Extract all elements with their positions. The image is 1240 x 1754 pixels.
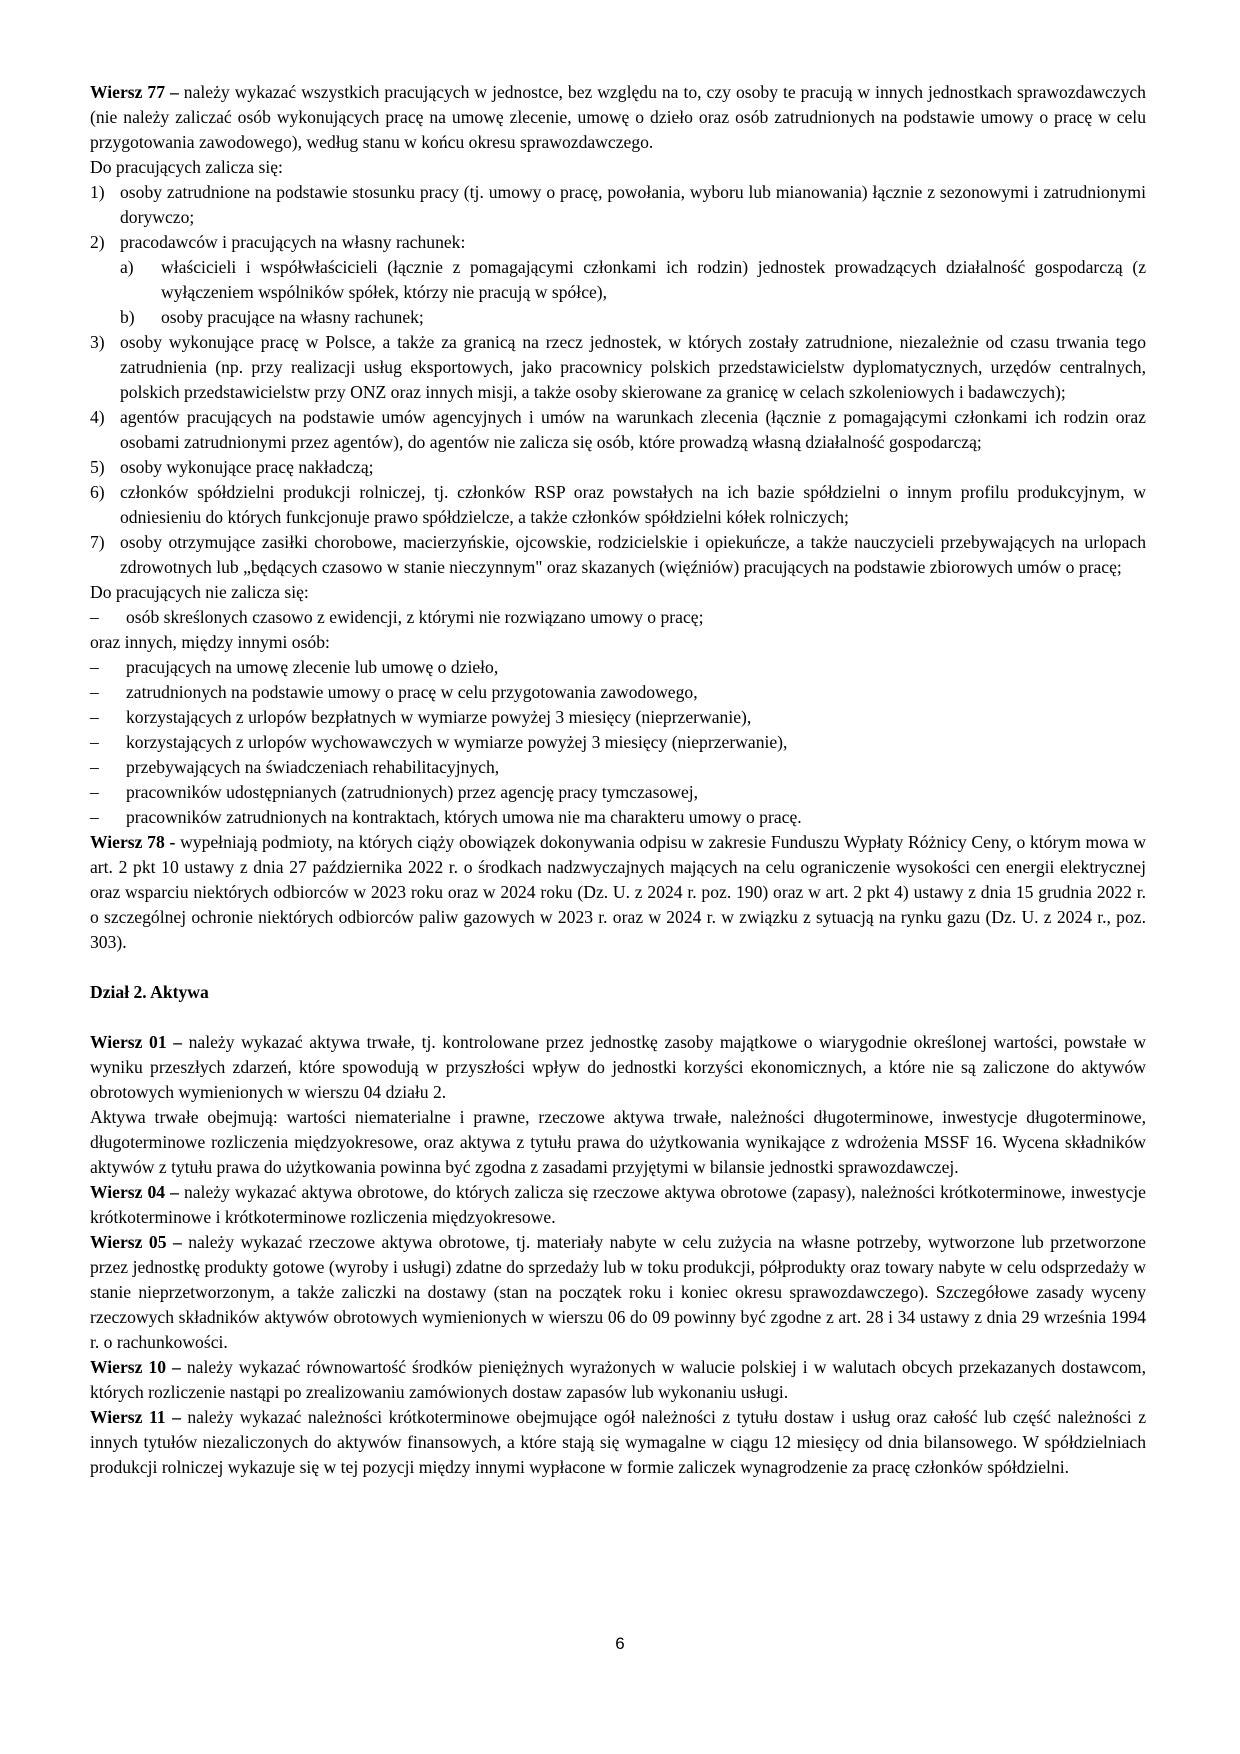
row-10-description: Wiersz 10 – należy wykazać równowartość środków pieniężnych wyrażonych w walucie polskiej i w walutach obcych przekazanych dostawcom, których rozliczenie nastąpi po zrealizowaniu zamówionych dostaw zapasów lub wykonaniu usługi. [90,1357,1146,1402]
list-item: – pracujących na umowę zlecenie lub umowę o dzieło, [90,657,499,677]
list-item: 7) osoby otrzymujące zasiłki chorobowe, macierzyńskie, ojcowskie, rodzicielskie i opiekuńcze, a także nauczycieli przebywających na urlopach zdrowotnych lub „będących czasowo w stanie nieczynnym" oraz skazanych (więźniów) pracujących na podstawie zbiorowych umów o pracę; [90,532,1146,577]
list-item: – korzystających z urlopów bezpłatnych w wymiarze powyżej 3 miesięcy (nieprzerwanie), [90,707,752,727]
list-item: – przebywających na świadczeniach rehabilitacyjnych, [90,757,500,777]
section-heading: Dział 2. Aktywa [90,982,209,1002]
row-11-description: Wiersz 11 – należy wykazać należności krótkoterminowe obejmujące ogół należności z tytułu dostaw i usług oraz całość lub część należności z innych tytułów niezaliczonych do aktywów finansowych, a które stają się wymagalne w ciągu 12 miesięcy od dnia bilansowego. W spółdzielniach produkcji rolniczej wykazuje się w tej pozycji między innymi wypłacone w formie zaliczek wynagrodzenie za pracę członków spółdzielni. [90,1407,1147,1477]
row-label: Wiersz 11 – [90,1407,181,1427]
excluded-intro: Do pracujących nie zalicza się: [90,582,309,602]
list-item: – korzystających z urlopów wychowawczych w wymiarze powyżej 3 miesięcy (nieprzerwanie), [90,732,788,752]
list-item: 3) osoby wykonujące pracę w Polsce, a także za granicą na rzecz jednostek, w których zostały zatrudnione, niezależnie od czasu trwania tego zatrudnienia (np. przy realizacji usług eksportowych, jako pracownicy polskich przedstawicielstw dyplomatycznych, urzędów centralnych, polskich przedstawicielstw przy ONZ oraz innych misji, a także osoby skierowane za granicę w celach szkoleniowych i badawczych); [90,332,1146,402]
others-intro: oraz innych, między innymi osób: [90,632,330,652]
row-label: Wiersz 78 - [90,832,176,852]
row-05-description: Wiersz 05 – należy wykazać rzeczowe aktywa obrotowe, tj. materiały nabyte w celu zużycia na własne potrzeby, wytworzone lub przetworzone przez jednostkę produkty gotowe (wyroby i usługi) zdatne do sprzedaży lub w toku produkcji, półprodukty oraz towary nabyte w celu odsprzedaży w stanie nieprzetworzonym, a także zaliczki na dostawy (stan na początek roku i koniec okresu sprawozdawczego). Szczegółowe zasady wyceny rzeczowych składników aktywów obrotowych wymienionych w wierszu 06 do 09 powinny być zgodne z art. 28 i 34 ustawy z dnia 29 września 1994 r. o rachunkowości. [90,1232,1146,1352]
row-label: Wiersz 04 – [90,1182,179,1202]
sub-list-item: a) właścicieli i współwłaścicieli (łącznie z pomagającymi członkami ich rodzin) jednostek prowadzących działalność gospodarczą (z wyłączeniem wspólników spółek, którzy nie pracują w spółce), [120,257,1146,302]
fixed-assets-paragraph: Aktywa trwałe obejmują: wartości niematerialne i prawne, rzeczowe aktywa trwałe, należności długoterminowe, inwestycje długoterminowe, długoterminowe rozliczenia międzyokresowe, oraz aktywa z tytułu prawa do użytkowania wynikające z wdrożenia MSSF 16. Wycena składników aktywów z tytułu prawa do użytkowania powinna być zgodna z zasadami przyjętymi w bilansie jednostki sprawozdawczej. [90,1107,1146,1177]
row-label: Wiersz 77 – [90,82,179,102]
list-item: 2) pracodawców i pracujących na własny rachunek: [90,232,466,252]
list-item: – pracowników zatrudnionych na kontraktach, których umowa nie ma charakteru umowy o pracę. [90,807,802,827]
list-item: – osób skreślonych czasowo z ewidencji, z którymi nie rozwiązano umowy o pracę; [90,607,704,627]
row-label: Wiersz 01 – [90,1032,183,1052]
row-label: Wiersz 10 – [90,1357,181,1377]
row-04-description: Wiersz 04 – należy wykazać aktywa obrotowe, do których zalicza się rzeczowe aktywa obrotowe (zapasy), należności krótkoterminowe, inwestycje krótkoterminowe i krótkoterminowe rozliczenia międzyokresowe. [90,1182,1146,1227]
row-01-description: Wiersz 01 – należy wykazać aktywa trwałe, tj. kontrolowane przez jednostkę zasoby majątkowe o wiarygodnie określonej wartości, powstałe w wyniku przeszłych zdarzeń, które spowodują w przyszłości wpływ do jednostki korzyści ekonomicznych, a które nie są zaliczone do aktywów obrotowych wymienionych w wierszu 04 działu 2. [90,1032,1146,1102]
list-item: 6) członków spółdzielni produkcji rolniczej, tj. członków RSP oraz powstałych na ich bazie spółdzielni o innym profilu produkcyjnym, w odniesieniu do których funkcjonuje prawo spółdzielcze, a także członków spółdzielni kółek rolniczych; [90,482,1146,527]
list-item: – zatrudnionych na podstawie umowy o pracę w celu przygotowania zawodowego, [90,682,698,702]
page-number: 6 [615,1634,625,1653]
list-item: 5) osoby wykonujące pracę nakładczą; [90,457,374,477]
included-intro: Do pracujących zalicza się: [90,157,283,177]
list-item: 1) osoby zatrudnione na podstawie stosunku pracy (tj. umowy o pracę, powołania, wyboru lub mianowania) łącznie z sezonowymi i zatrudnionymi dorywczo; [90,182,1146,227]
row-label: Wiersz 05 – [90,1232,182,1252]
row-78-description: Wiersz 78 - wypełniają podmioty, na których ciąży obowiązek dokonywania odpisu w zakresie Funduszu Wypłaty Różnicy Ceny, o którym mowa w art. 2 pkt 10 ustawy z dnia 27 października 2022 r. o środkach nadzwyczajnych mających na celu ograniczenie wysokości cen energii elektrycznej oraz wsparciu niektórych odbiorców w 2023 roku oraz w 2024 roku (Dz. U. z 2024 r. poz. 190) oraz w art. 2 pkt 4) ustawy z dnia 15 grudnia 2022 r. o szczególnej ochronie niektórych odbiorców paliw gazowych w 2023 r. oraz w 2024 r. w związku z sytuacją na rynku gazu (Dz. U. z 2024 r., poz. 303). [90,832,1146,952]
document-body [90,80,1146,1480]
row-77-description: Wiersz 77 – należy wykazać wszystkich pracujących w jednostce, bez względu na to, czy osoby te pracują w innych jednostkach sprawozdawczych (nie należy zaliczać osób wykonujących pracę na umowę zlecenie, umowę o dzieło oraz osób zatrudnionych na podstawie umowy o pracę w celu przygotowania zawodowego), według stanu w końcu okresu sprawozdawczego. [90,82,1146,152]
list-item: – pracowników udostępnianych (zatrudnionych) przez agencję pracy tymczasowej, [90,782,699,802]
list-item: 4) agentów pracujących na podstawie umów agencyjnych i umów na warunkach zlecenia (łącznie z pomagającymi członkami ich rodzin oraz osobami zatrudnionymi przez agentów), do agentów nie zalicza się osób, które prowadzą własną działalność gospodarczą; [90,407,1146,452]
sub-list-item: b) osoby pracujące na własny rachunek; [120,307,424,327]
